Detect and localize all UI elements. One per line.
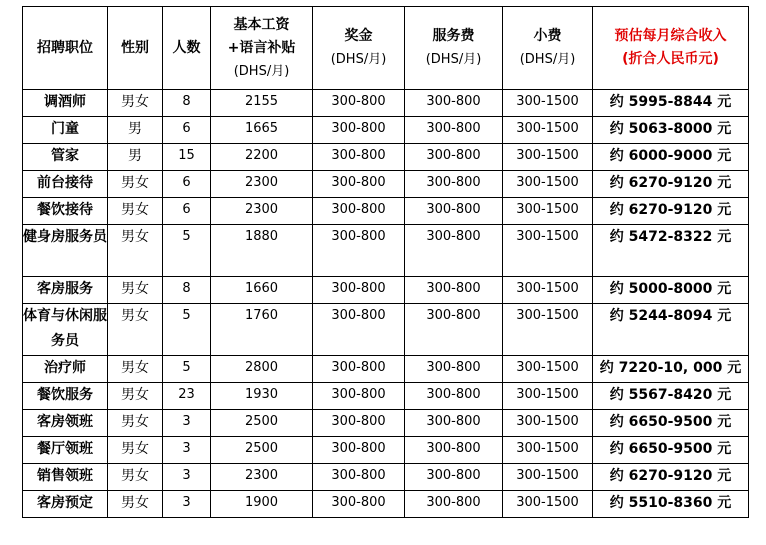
cell-base-salary: 2300 bbox=[211, 198, 313, 225]
cell-count: 3 bbox=[163, 464, 211, 491]
cell-count: 3 bbox=[163, 410, 211, 437]
cell-tips: 300-1500 bbox=[503, 464, 593, 491]
header-estimated-income: 预估每月综合收入 (折合人民币元) bbox=[593, 7, 749, 90]
cell-service-fee: 300-800 bbox=[405, 437, 503, 464]
cell-income: 约 6650-9500 元 bbox=[593, 410, 749, 437]
cell-position: 餐饮服务 bbox=[23, 383, 108, 410]
cell-income: 约 6270-9120 元 bbox=[593, 171, 749, 198]
cell-base-salary: 1665 bbox=[211, 117, 313, 144]
table-row bbox=[23, 171, 749, 198]
cell-base-salary: 2500 bbox=[211, 410, 313, 437]
cell-position: 前台接待 bbox=[23, 171, 108, 198]
cell-service-fee: 300-800 bbox=[405, 383, 503, 410]
cell-bonus: 300-800 bbox=[313, 198, 405, 225]
cell-service-fee: 300-800 bbox=[405, 225, 503, 277]
table-row bbox=[23, 410, 749, 437]
cell-count: 6 bbox=[163, 171, 211, 198]
header-tips: 小费 (DHS/月) bbox=[503, 7, 593, 90]
cell-position: 客房领班 bbox=[23, 410, 108, 437]
cell-count: 3 bbox=[163, 491, 211, 518]
cell-gender: 男女 bbox=[108, 410, 163, 437]
cell-position: 门童 bbox=[23, 117, 108, 144]
cell-count: 6 bbox=[163, 117, 211, 144]
cell-position: 调酒师 bbox=[23, 90, 108, 117]
cell-position: 餐饮接待 bbox=[23, 198, 108, 225]
cell-base-salary: 1930 bbox=[211, 383, 313, 410]
table-row bbox=[23, 277, 749, 304]
cell-tips: 300-1500 bbox=[503, 437, 593, 464]
cell-gender: 男女 bbox=[108, 90, 163, 117]
cell-tips: 300-1500 bbox=[503, 144, 593, 171]
table-row bbox=[23, 90, 749, 117]
header-base-salary: 基本工资 +语言补贴 (DHS/月) bbox=[211, 7, 313, 90]
cell-tips: 300-1500 bbox=[503, 117, 593, 144]
cell-tips: 300-1500 bbox=[503, 491, 593, 518]
table-row bbox=[23, 383, 749, 410]
cell-bonus: 300-800 bbox=[313, 410, 405, 437]
cell-income: 约 5000-8000 元 bbox=[593, 277, 749, 304]
cell-gender: 男女 bbox=[108, 198, 163, 225]
cell-service-fee: 300-800 bbox=[405, 90, 503, 117]
cell-base-salary: 1660 bbox=[211, 277, 313, 304]
cell-gender: 男女 bbox=[108, 464, 163, 491]
cell-bonus: 300-800 bbox=[313, 437, 405, 464]
cell-income: 约 6650-9500 元 bbox=[593, 437, 749, 464]
cell-bonus: 300-800 bbox=[313, 356, 405, 383]
cell-position: 治疗师 bbox=[23, 356, 108, 383]
cell-count: 8 bbox=[163, 277, 211, 304]
cell-base-salary: 2500 bbox=[211, 437, 313, 464]
cell-position: 销售领班 bbox=[23, 464, 108, 491]
table-row bbox=[23, 144, 749, 171]
cell-position: 客房服务 bbox=[23, 277, 108, 304]
cell-income: 约 5510-8360 元 bbox=[593, 491, 749, 518]
cell-tips: 300-1500 bbox=[503, 277, 593, 304]
cell-tips: 300-1500 bbox=[503, 410, 593, 437]
cell-bonus: 300-800 bbox=[313, 117, 405, 144]
cell-bonus: 300-800 bbox=[313, 491, 405, 518]
cell-base-salary: 1900 bbox=[211, 491, 313, 518]
cell-income: 约 6270-9120 元 bbox=[593, 198, 749, 225]
cell-gender: 男女 bbox=[108, 277, 163, 304]
cell-position: 餐厅领班 bbox=[23, 437, 108, 464]
table-row bbox=[23, 491, 749, 518]
cell-position: 体育与休闲服务员 bbox=[23, 304, 108, 356]
cell-position: 客房预定 bbox=[23, 491, 108, 518]
cell-income: 约 5244-8094 元 bbox=[593, 304, 749, 356]
cell-service-fee: 300-800 bbox=[405, 171, 503, 198]
cell-service-fee: 300-800 bbox=[405, 117, 503, 144]
header-position: 招聘职位 bbox=[23, 7, 108, 90]
cell-gender: 男女 bbox=[108, 437, 163, 464]
cell-bonus: 300-800 bbox=[313, 304, 405, 356]
cell-tips: 300-1500 bbox=[503, 304, 593, 356]
cell-position: 健身房服务员 bbox=[23, 225, 108, 277]
cell-service-fee: 300-800 bbox=[405, 356, 503, 383]
cell-income: 约 6270-9120 元 bbox=[593, 464, 749, 491]
cell-gender: 男女 bbox=[108, 356, 163, 383]
cell-count: 5 bbox=[163, 356, 211, 383]
cell-service-fee: 300-800 bbox=[405, 464, 503, 491]
cell-gender: 男女 bbox=[108, 171, 163, 198]
cell-count: 5 bbox=[163, 304, 211, 356]
cell-count: 15 bbox=[163, 144, 211, 171]
cell-income: 约 6000-9000 元 bbox=[593, 144, 749, 171]
cell-income: 约 5567-8420 元 bbox=[593, 383, 749, 410]
cell-count: 6 bbox=[163, 198, 211, 225]
cell-base-salary: 2200 bbox=[211, 144, 313, 171]
cell-bonus: 300-800 bbox=[313, 464, 405, 491]
recruitment-salary-table bbox=[22, 6, 749, 518]
cell-gender: 男 bbox=[108, 117, 163, 144]
header-row bbox=[23, 7, 749, 90]
cell-tips: 300-1500 bbox=[503, 90, 593, 117]
cell-tips: 300-1500 bbox=[503, 171, 593, 198]
cell-bonus: 300-800 bbox=[313, 90, 405, 117]
cell-bonus: 300-800 bbox=[313, 383, 405, 410]
cell-bonus: 300-800 bbox=[313, 144, 405, 171]
cell-count: 23 bbox=[163, 383, 211, 410]
cell-income: 约 5472-8322 元 bbox=[593, 225, 749, 277]
cell-base-salary: 2800 bbox=[211, 356, 313, 383]
header-gender: 性别 bbox=[108, 7, 163, 90]
cell-base-salary: 2155 bbox=[211, 90, 313, 117]
table-row bbox=[23, 437, 749, 464]
cell-service-fee: 300-800 bbox=[405, 277, 503, 304]
header-count: 人数 bbox=[163, 7, 211, 90]
table-row bbox=[23, 198, 749, 225]
table-row bbox=[23, 356, 749, 383]
cell-gender: 男女 bbox=[108, 304, 163, 356]
cell-tips: 300-1500 bbox=[503, 356, 593, 383]
cell-tips: 300-1500 bbox=[503, 383, 593, 410]
cell-gender: 男女 bbox=[108, 225, 163, 277]
cell-tips: 300-1500 bbox=[503, 198, 593, 225]
header-service-fee: 服务费 (DHS/月) bbox=[405, 7, 503, 90]
cell-gender: 男女 bbox=[108, 383, 163, 410]
cell-service-fee: 300-800 bbox=[405, 144, 503, 171]
cell-bonus: 300-800 bbox=[313, 277, 405, 304]
cell-income: 约 5995-8844 元 bbox=[593, 90, 749, 117]
table-row bbox=[23, 464, 749, 491]
cell-base-salary: 2300 bbox=[211, 464, 313, 491]
cell-tips: 300-1500 bbox=[503, 225, 593, 277]
cell-count: 5 bbox=[163, 225, 211, 277]
cell-income: 约 5063-8000 元 bbox=[593, 117, 749, 144]
header-bonus: 奖金 (DHS/月) bbox=[313, 7, 405, 90]
cell-bonus: 300-800 bbox=[313, 171, 405, 198]
table-row bbox=[23, 117, 749, 144]
cell-base-salary: 1760 bbox=[211, 304, 313, 356]
cell-base-salary: 2300 bbox=[211, 171, 313, 198]
cell-count: 3 bbox=[163, 437, 211, 464]
cell-income: 约 7220-10, 000 元 bbox=[593, 356, 749, 383]
table-row bbox=[23, 225, 749, 277]
cell-service-fee: 300-800 bbox=[405, 304, 503, 356]
cell-position: 管家 bbox=[23, 144, 108, 171]
cell-gender: 男 bbox=[108, 144, 163, 171]
cell-count: 8 bbox=[163, 90, 211, 117]
cell-service-fee: 300-800 bbox=[405, 491, 503, 518]
cell-gender: 男女 bbox=[108, 491, 163, 518]
cell-bonus: 300-800 bbox=[313, 225, 405, 277]
table-row bbox=[23, 304, 749, 356]
cell-service-fee: 300-800 bbox=[405, 410, 503, 437]
cell-service-fee: 300-800 bbox=[405, 198, 503, 225]
cell-base-salary: 1880 bbox=[211, 225, 313, 277]
